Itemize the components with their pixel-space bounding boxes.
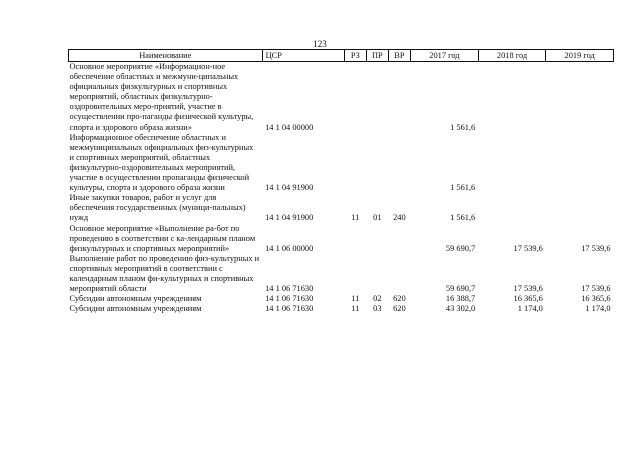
header-csr: ЦСР — [262, 50, 344, 62]
row-rz: 11 — [351, 304, 360, 314]
header-2019: 2019 год — [546, 50, 614, 62]
table-row — [69, 133, 614, 194]
row-csr: 14 1 06 71630 — [265, 284, 314, 294]
row-csr: 14 1 06 71630 — [265, 304, 314, 314]
row-vr: 620 — [393, 294, 406, 304]
row-name: Основное мероприятие «Информацион-ное обеспечение областных и межмуни-ципальных официальных физкультурных и спортивных мероприятий, областных физкультурно-оздоровительных меро-приятий, участие в осуществлении про-паганды физической культуры, спорта и здорового образа жизни» — [69, 62, 254, 132]
row-rz — [344, 224, 367, 254]
row-rz — [344, 254, 367, 294]
table-header-row — [69, 50, 614, 62]
row-csr: 14 1 04 91900 — [265, 183, 314, 193]
row-rz — [344, 133, 367, 194]
row-pr — [367, 133, 389, 194]
row-name: Выполнение работ по проведению физ-культурных и спортивных мероприятий в соответствии с календарным планом фи-культурных и спортивных мероприятий области — [69, 253, 260, 294]
row-2017: 1 561,6 — [450, 183, 476, 193]
table-row — [69, 304, 614, 314]
row-2018 — [478, 62, 546, 133]
row-2017: 1 561,6 — [450, 213, 476, 223]
row-vr — [388, 224, 411, 254]
row-vr — [388, 133, 411, 194]
header-pr: ПР — [367, 50, 389, 62]
row-csr: 14 1 06 71630 — [265, 294, 314, 304]
row-csr: 14 1 04 91900 — [265, 213, 314, 223]
row-vr: 240 — [393, 213, 406, 223]
row-vr: 620 — [393, 304, 406, 314]
row-name: Субсидии автономным учреждениям — [69, 294, 202, 304]
row-2018 — [478, 133, 546, 194]
row-pr — [367, 224, 389, 254]
row-2018: 17 539,6 — [513, 284, 543, 294]
row-pr — [367, 62, 389, 133]
row-2019: 17 539,6 — [581, 284, 611, 294]
header-rz: РЗ — [344, 50, 367, 62]
table-row — [69, 294, 614, 304]
row-2019 — [546, 133, 614, 194]
header-2017: 2017 год — [411, 50, 479, 62]
row-2019: 1 174,0 — [585, 304, 611, 314]
table-row — [69, 193, 614, 223]
row-vr — [388, 254, 411, 294]
table-row — [69, 224, 614, 254]
row-2019 — [546, 193, 614, 223]
row-2018: 17 539,6 — [513, 243, 543, 253]
row-2017: 59 690,7 — [445, 284, 476, 294]
row-pr — [367, 254, 389, 294]
row-pr: 03 — [373, 304, 382, 314]
table-row — [69, 254, 614, 294]
row-name: Субсидии автономным учреждениям — [69, 304, 202, 314]
row-csr: 14 1 04 00000 — [265, 122, 314, 132]
row-2019: 16 365,6 — [581, 294, 611, 304]
row-2018 — [478, 193, 546, 223]
budget-table — [68, 49, 614, 314]
row-name: Информационное обеспечение областных и межмуниципальных официальных физ-культурных и спортивных мероприятий, областных физкультурно-оздоровительных мероприятий, участие в осуществлении пропаганды физической культуры, спорта и здорового образа жизни — [69, 132, 254, 193]
table-row — [69, 62, 614, 133]
header-2018: 2018 год — [478, 50, 546, 62]
row-rz: 11 — [351, 294, 360, 304]
row-rz — [344, 62, 367, 133]
row-csr: 14 1 06 00000 — [265, 243, 314, 253]
row-rz: 11 — [351, 213, 360, 223]
row-name: Иные закупки товаров, работ и услуг для обеспечения государственных (муници-пальных) нужд — [69, 193, 246, 223]
row-2017: 43 302,0 — [445, 304, 476, 314]
row-2019 — [546, 62, 614, 133]
page-number: 123 — [313, 39, 327, 49]
row-2017: 59 690,7 — [445, 243, 476, 253]
row-vr — [388, 62, 411, 133]
row-name: Основное мероприятие «Выполнение ра-бот по проведению в соответствии с ка-лендарным планом физкультурных и спортивных мероприятий» — [69, 223, 256, 253]
row-pr: 01 — [373, 213, 382, 223]
row-2018: 16 365,6 — [513, 294, 543, 304]
header-name: Наименование — [69, 50, 263, 62]
row-pr: 02 — [373, 294, 382, 304]
row-2017: 16 388,7 — [445, 294, 476, 304]
row-2018: 1 174,0 — [517, 304, 543, 314]
header-vr: ВР — [388, 50, 411, 62]
row-2019: 17 539,6 — [581, 243, 611, 253]
row-2017: 1 561,6 — [450, 122, 476, 132]
